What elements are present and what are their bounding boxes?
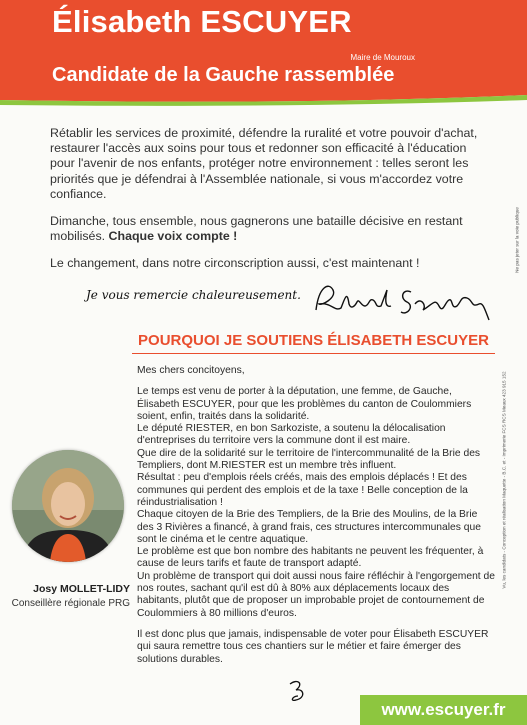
- intro-paragraph-2: [50, 214, 492, 244]
- recycle-notice-text: Ne pas jeter sur la voie publique: [514, 207, 520, 273]
- intro-paragraph-1: Rétablir les services de proximité, défendre la ruralité et votre pouvoir d'achat, restaurer l'accès aux soins pour tous et redonner son efficacité à l'éducation pour l'avenir de nos enfants, protéger notre environnement : telles seront les priorités que je défendrai à l'Assemblée nationale, si vous m'accordez votre confiance.: [50, 126, 478, 201]
- letter-salutation: Mes chers concitoyens,: [137, 365, 245, 376]
- supporter-photo: [12, 450, 124, 562]
- mayor-subtitle: Maire de Mouroux: [350, 53, 415, 62]
- signature-thanks: Je vous remercie chaleureusement.: [86, 288, 301, 302]
- signature: [86, 276, 486, 326]
- recycle-notice: [512, 150, 522, 330]
- letter-paragraph: Il est donc plus que jamais, indispensable de voter pour Élisabeth ESCUYER qui saura remettre tous ces chantiers sur le métier et faire émerger des solutions durables.: [137, 628, 489, 665]
- supporter-name: Josy MOLLET-LIDY: [33, 583, 130, 595]
- legal-mention: [498, 330, 510, 630]
- header-decoration-strip: [0, 92, 527, 106]
- initials-signature-icon: [284, 676, 314, 706]
- letter-paragraph: Le problème est que bon nombre des habitants ne peuvent les fréquenter, à cause de leurs tarifs et faute de transport adapté.: [137, 546, 484, 570]
- letter-paragraph: Résultat : peu d'emplois réels créés, mais des emplois déplacés ! Et des communes qui perdent des emplois et de la taxe ! Belle conception de la réindustrialisation !: [137, 472, 468, 508]
- supporter-role: Conseillère régionale PRG: [11, 598, 130, 609]
- intro-text: [50, 126, 492, 284]
- letter-paragraph: Le député RIESTER, en bon Sarkoziste, a soutenu la délocalisation d'entreprises du territoire vers la commune dont il est maire.: [137, 423, 446, 447]
- website-link[interactable]: www.escuyer.fr: [360, 695, 527, 725]
- support-title-wrap: [132, 332, 495, 354]
- support-title: POURQUOI JE SOUTIENS ÉLISABETH ESCUYER: [132, 332, 495, 354]
- handwritten-signature-icon: [311, 276, 511, 326]
- candidate-name: Élisabeth ESCUYER: [52, 4, 352, 39]
- intro-paragraph-3: Le changement, dans notre circonscription aussi, c'est maintenant !: [50, 256, 420, 271]
- support-letter: [137, 365, 495, 666]
- letter-paragraph: Un problème de transport qui doit aussi nous faire réfléchir à l'engorgement de nos routes, sachant qu'il est dû à 80% aux déplacements locaux des habitants, plutôt que de proposer un improbable projet de contournement de Coulommiers à 80 millions d'euros.: [137, 570, 495, 619]
- intro-paragraph-2-bold: Chaque voix compte !: [108, 229, 238, 244]
- header-banner: [0, 0, 527, 92]
- intro-paragraph-2-text: Dimanche, tous ensemble, nous gagnerons une bataille décisive en restant mobilisés.: [50, 214, 463, 244]
- letter-paragraph: Que dire de la solidarité sur le territoire de l'intercommunalité de la Brie des Templiers, dont M.RIESTER est un membre très influent.: [137, 447, 481, 472]
- legal-mention-text: Vu, les candidats - Conception et réalisation Maquette - B.C. et - Imprimerie FCS RCS Meaux 423 915 152: [501, 371, 507, 589]
- letter-paragraph: Le temps est venu de porter à la députation, une femme, de Gauche, Élisabeth ESCUYER, pour que les problèmes du canton de Coulommiers soient, enfin, traités dans la solidarité.: [137, 386, 472, 422]
- letter-paragraph: Chaque citoyen de la Brie des Templiers, de la Brie des Moulins, de la Brie des 3 Rivières a financé, à grand frais, ces structures intercommunales que sont le cinéma et le centre aquatique.: [137, 509, 481, 545]
- candidate-tagline: Candidate de la Gauche rassemblée: [52, 64, 395, 86]
